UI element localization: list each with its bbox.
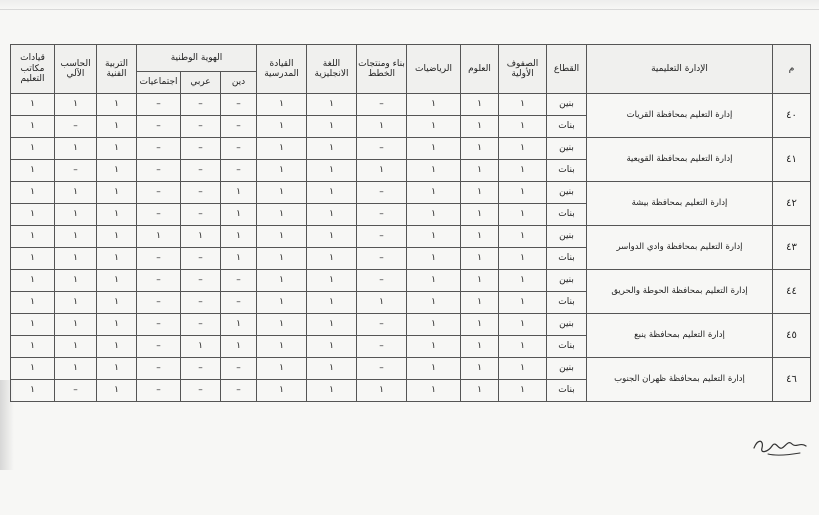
- value-cell: –: [55, 380, 97, 402]
- value-cell: ١: [97, 182, 137, 204]
- value-cell: –: [221, 380, 257, 402]
- sector-cell: بنين: [547, 226, 587, 248]
- value-cell: ١: [499, 292, 547, 314]
- value-cell: –: [357, 182, 407, 204]
- value-cell: –: [137, 314, 181, 336]
- sector-cell: بنين: [547, 138, 587, 160]
- row-number: ٤٦: [773, 358, 811, 402]
- value-cell: ١: [257, 204, 307, 226]
- value-cell: ١: [97, 314, 137, 336]
- value-cell: ١: [221, 248, 257, 270]
- admin-name: إدارة التعليم بمحافظة الحوطة والحريق: [587, 270, 773, 314]
- value-cell: –: [181, 204, 221, 226]
- value-cell: ١: [257, 380, 307, 402]
- value-cell: ١: [461, 182, 499, 204]
- value-cell: –: [181, 292, 221, 314]
- header-num: م: [773, 45, 811, 94]
- value-cell: ١: [11, 292, 55, 314]
- value-cell: –: [181, 358, 221, 380]
- value-cell: ١: [307, 336, 357, 358]
- value-cell: ١: [407, 94, 461, 116]
- value-cell: ١: [407, 160, 461, 182]
- value-cell: ١: [307, 94, 357, 116]
- value-cell: ١: [181, 336, 221, 358]
- value-cell: ١: [461, 160, 499, 182]
- value-cell: ١: [257, 270, 307, 292]
- value-cell: ١: [461, 248, 499, 270]
- header-offices: قيادات مكاتب التعليم: [11, 45, 55, 94]
- value-cell: ١: [221, 204, 257, 226]
- value-cell: –: [221, 116, 257, 138]
- value-cell: ١: [97, 336, 137, 358]
- value-cell: ١: [307, 248, 357, 270]
- value-cell: ١: [307, 182, 357, 204]
- sector-cell: بنات: [547, 160, 587, 182]
- value-cell: –: [137, 336, 181, 358]
- table-row: [11, 270, 811, 292]
- row-number: ٤٥: [773, 314, 811, 358]
- value-cell: –: [137, 292, 181, 314]
- table-row: [11, 314, 811, 336]
- value-cell: ١: [307, 314, 357, 336]
- value-cell: –: [137, 270, 181, 292]
- value-cell: ١: [407, 270, 461, 292]
- value-cell: –: [221, 160, 257, 182]
- value-cell: ١: [257, 358, 307, 380]
- value-cell: –: [137, 138, 181, 160]
- value-cell: ١: [55, 336, 97, 358]
- training-table: [10, 44, 811, 402]
- value-cell: ١: [461, 94, 499, 116]
- value-cell: ١: [461, 314, 499, 336]
- value-cell: ١: [407, 204, 461, 226]
- table-row: [11, 94, 811, 116]
- value-cell: ١: [181, 226, 221, 248]
- value-cell: ١: [221, 226, 257, 248]
- value-cell: –: [137, 380, 181, 402]
- value-cell: ١: [55, 314, 97, 336]
- value-cell: ١: [97, 94, 137, 116]
- top-edge: [0, 0, 819, 10]
- sector-cell: بنات: [547, 116, 587, 138]
- value-cell: ١: [499, 94, 547, 116]
- value-cell: ١: [55, 270, 97, 292]
- value-cell: –: [137, 94, 181, 116]
- value-cell: ١: [499, 160, 547, 182]
- value-cell: ١: [461, 336, 499, 358]
- header-identity: الهوية الوطنية: [137, 45, 257, 72]
- value-cell: ١: [221, 182, 257, 204]
- header-science: العلوم: [461, 45, 499, 94]
- value-cell: ١: [11, 248, 55, 270]
- value-cell: –: [357, 94, 407, 116]
- value-cell: ١: [499, 248, 547, 270]
- value-cell: ١: [307, 160, 357, 182]
- value-cell: ١: [11, 94, 55, 116]
- value-cell: ١: [97, 160, 137, 182]
- value-cell: –: [137, 160, 181, 182]
- value-cell: ١: [257, 160, 307, 182]
- value-cell: –: [181, 248, 221, 270]
- sector-cell: بنات: [547, 204, 587, 226]
- header-identity-arabic: عربي: [181, 72, 221, 94]
- admin-name: إدارة التعليم بمحافظة ينبع: [587, 314, 773, 358]
- table-row: [11, 358, 811, 380]
- value-cell: ١: [257, 336, 307, 358]
- value-cell: ١: [97, 358, 137, 380]
- value-cell: ١: [257, 182, 307, 204]
- value-cell: ١: [97, 226, 137, 248]
- value-cell: ١: [11, 314, 55, 336]
- value-cell: ١: [97, 292, 137, 314]
- value-cell: –: [181, 380, 221, 402]
- header-admin: الإدارة التعليمية: [587, 45, 773, 94]
- value-cell: –: [181, 116, 221, 138]
- value-cell: ١: [307, 380, 357, 402]
- admin-name: إدارة التعليم بمحافظة القريات: [587, 94, 773, 138]
- value-cell: ١: [499, 270, 547, 292]
- value-cell: ١: [461, 270, 499, 292]
- value-cell: ١: [257, 94, 307, 116]
- value-cell: ١: [257, 248, 307, 270]
- value-cell: ١: [11, 204, 55, 226]
- value-cell: ١: [307, 138, 357, 160]
- value-cell: ١: [499, 336, 547, 358]
- value-cell: ١: [97, 138, 137, 160]
- value-cell: –: [357, 226, 407, 248]
- value-cell: –: [181, 94, 221, 116]
- value-cell: ١: [461, 292, 499, 314]
- value-cell: ١: [55, 138, 97, 160]
- header-sector: القطاع: [547, 45, 587, 94]
- value-cell: ١: [499, 182, 547, 204]
- value-cell: ١: [461, 380, 499, 402]
- value-cell: –: [181, 160, 221, 182]
- handwritten-signature: [748, 428, 812, 460]
- row-number: ٤٠: [773, 94, 811, 138]
- header-identity-religion: دين: [221, 72, 257, 94]
- value-cell: ١: [407, 248, 461, 270]
- value-cell: ١: [357, 380, 407, 402]
- value-cell: ١: [11, 270, 55, 292]
- value-cell: ١: [307, 204, 357, 226]
- value-cell: –: [221, 270, 257, 292]
- value-cell: –: [357, 314, 407, 336]
- header-identity-social: اجتماعيات: [137, 72, 181, 94]
- value-cell: ١: [499, 116, 547, 138]
- sector-cell: بنات: [547, 248, 587, 270]
- value-cell: –: [357, 248, 407, 270]
- value-cell: ١: [97, 270, 137, 292]
- value-cell: ١: [407, 336, 461, 358]
- admin-name: إدارة التعليم بمحافظة ظهران الجنوب: [587, 358, 773, 402]
- value-cell: –: [357, 358, 407, 380]
- sector-cell: بنات: [547, 380, 587, 402]
- value-cell: ١: [461, 138, 499, 160]
- header-art: التربية الفنية: [97, 45, 137, 94]
- value-cell: ١: [407, 380, 461, 402]
- value-cell: ١: [407, 182, 461, 204]
- value-cell: –: [221, 94, 257, 116]
- value-cell: –: [55, 160, 97, 182]
- row-number: ٤٢: [773, 182, 811, 226]
- header-leadership: القيادة المدرسية: [257, 45, 307, 94]
- sector-cell: بنين: [547, 182, 587, 204]
- value-cell: –: [137, 116, 181, 138]
- value-cell: ١: [11, 116, 55, 138]
- sector-cell: بنين: [547, 94, 587, 116]
- value-cell: ١: [97, 380, 137, 402]
- value-cell: ١: [11, 138, 55, 160]
- value-cell: ١: [307, 292, 357, 314]
- value-cell: ١: [407, 358, 461, 380]
- value-cell: –: [357, 204, 407, 226]
- value-cell: ١: [11, 160, 55, 182]
- value-cell: ١: [407, 138, 461, 160]
- value-cell: ١: [307, 270, 357, 292]
- value-cell: ١: [97, 204, 137, 226]
- value-cell: ١: [499, 314, 547, 336]
- header-design: بناء ومنتجات الخطط: [357, 45, 407, 94]
- value-cell: ١: [257, 226, 307, 248]
- value-cell: ١: [11, 336, 55, 358]
- sector-cell: بنات: [547, 336, 587, 358]
- value-cell: ١: [407, 226, 461, 248]
- value-cell: –: [221, 358, 257, 380]
- value-cell: ١: [55, 94, 97, 116]
- value-cell: ١: [137, 226, 181, 248]
- sector-cell: بنين: [547, 270, 587, 292]
- value-cell: –: [357, 138, 407, 160]
- document-sheet: [10, 44, 811, 402]
- value-cell: ١: [407, 116, 461, 138]
- value-cell: ١: [11, 380, 55, 402]
- table-body: [11, 94, 811, 402]
- row-number: ٤١: [773, 138, 811, 182]
- header-computer: الحاسب الآلي: [55, 45, 97, 94]
- value-cell: –: [181, 314, 221, 336]
- value-cell: ١: [11, 358, 55, 380]
- value-cell: –: [137, 358, 181, 380]
- value-cell: ١: [357, 160, 407, 182]
- value-cell: ١: [357, 292, 407, 314]
- value-cell: ١: [407, 314, 461, 336]
- value-cell: ١: [221, 336, 257, 358]
- table-row: [11, 182, 811, 204]
- row-number: ٤٣: [773, 226, 811, 270]
- value-cell: ١: [257, 138, 307, 160]
- header-primary: الصفوف الأولية: [499, 45, 547, 94]
- value-cell: –: [221, 138, 257, 160]
- value-cell: ١: [97, 248, 137, 270]
- value-cell: –: [181, 182, 221, 204]
- value-cell: –: [357, 336, 407, 358]
- value-cell: ١: [257, 116, 307, 138]
- value-cell: ١: [461, 116, 499, 138]
- sector-cell: بنين: [547, 314, 587, 336]
- value-cell: ١: [499, 138, 547, 160]
- value-cell: ١: [307, 116, 357, 138]
- value-cell: ١: [55, 292, 97, 314]
- value-cell: ١: [257, 314, 307, 336]
- value-cell: ١: [11, 226, 55, 248]
- value-cell: ١: [257, 292, 307, 314]
- sector-cell: بنات: [547, 292, 587, 314]
- table-row: [11, 138, 811, 160]
- table-row: [11, 226, 811, 248]
- value-cell: ١: [461, 204, 499, 226]
- value-cell: ١: [221, 314, 257, 336]
- value-cell: ١: [55, 204, 97, 226]
- value-cell: –: [357, 270, 407, 292]
- value-cell: ١: [461, 226, 499, 248]
- value-cell: –: [137, 248, 181, 270]
- value-cell: ١: [55, 358, 97, 380]
- value-cell: ١: [307, 358, 357, 380]
- value-cell: ١: [55, 248, 97, 270]
- value-cell: ١: [499, 226, 547, 248]
- admin-name: إدارة التعليم بمحافظة القويعية: [587, 138, 773, 182]
- value-cell: –: [181, 270, 221, 292]
- value-cell: ١: [499, 358, 547, 380]
- value-cell: ١: [461, 358, 499, 380]
- row-number: ٤٤: [773, 270, 811, 314]
- value-cell: ١: [55, 226, 97, 248]
- value-cell: ١: [499, 380, 547, 402]
- value-cell: –: [221, 292, 257, 314]
- value-cell: –: [137, 204, 181, 226]
- value-cell: –: [55, 116, 97, 138]
- value-cell: ١: [407, 292, 461, 314]
- value-cell: –: [181, 138, 221, 160]
- value-cell: ١: [11, 182, 55, 204]
- value-cell: ١: [499, 204, 547, 226]
- value-cell: –: [137, 182, 181, 204]
- header-math: الرياضيات: [407, 45, 461, 94]
- value-cell: ١: [55, 182, 97, 204]
- admin-name: إدارة التعليم بمحافظة بيشة: [587, 182, 773, 226]
- sector-cell: بنين: [547, 358, 587, 380]
- value-cell: ١: [357, 116, 407, 138]
- value-cell: ١: [307, 226, 357, 248]
- value-cell: ١: [97, 116, 137, 138]
- admin-name: إدارة التعليم بمحافظة وادي الدواسر: [587, 226, 773, 270]
- header-english: اللغة الانجليزية: [307, 45, 357, 94]
